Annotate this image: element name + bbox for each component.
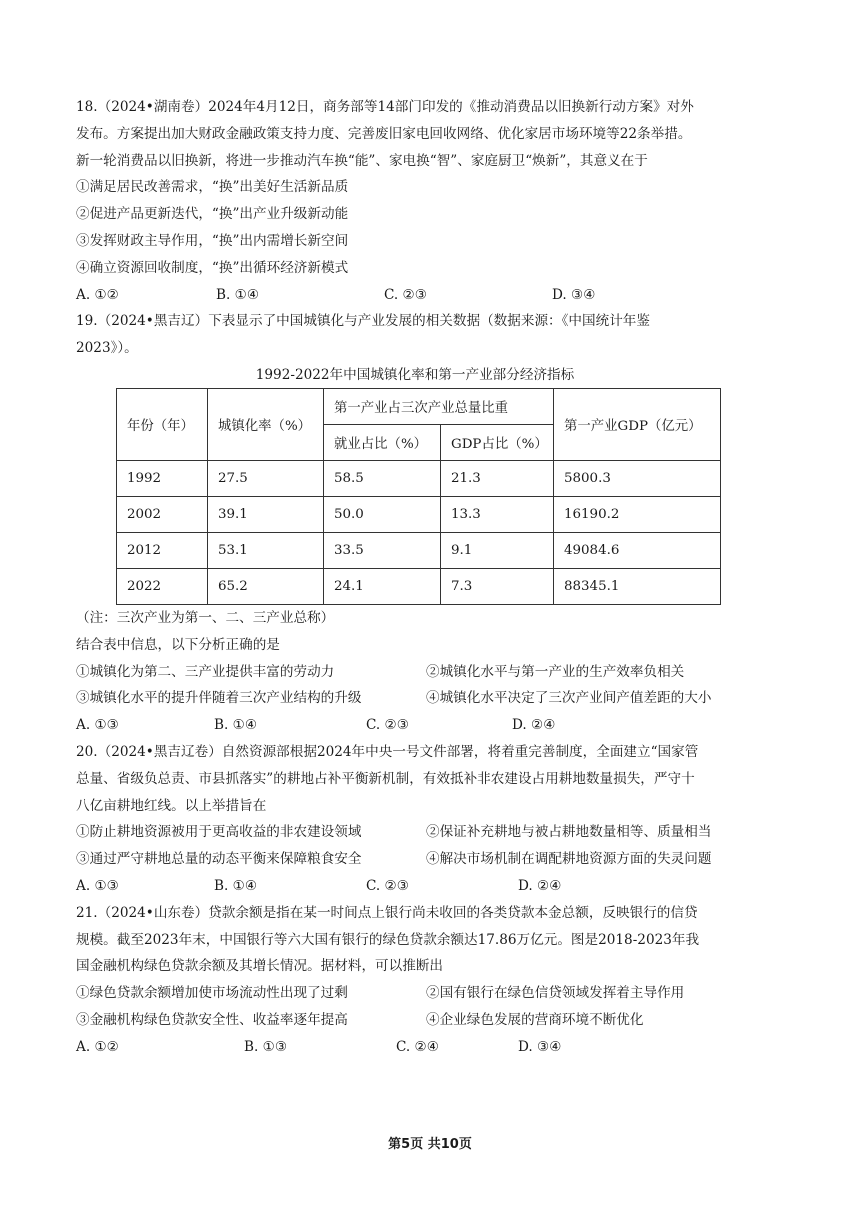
- header-group: 第一产业占三次产业总量比重: [324, 388, 554, 424]
- table-row: [117, 460, 721, 496]
- option-b: B. ①④: [214, 717, 258, 734]
- q20-choice: ①防止耕地资源被用于更高收益的非农建设领域: [76, 824, 362, 841]
- q18-choice: ④确立资源回收制度，“换”出循环经济新模式: [76, 259, 349, 276]
- q18-options: [76, 282, 786, 309]
- table-cell: 5800.3: [554, 460, 721, 496]
- option-a: A. ①②: [76, 286, 119, 303]
- option-c: C. ②③: [384, 286, 427, 303]
- table-cell: 7.3: [441, 568, 554, 604]
- table-cell: 2012: [117, 532, 208, 568]
- header-year: 年份（年）: [117, 388, 208, 460]
- table-cell: 53.1: [208, 532, 324, 568]
- table-cell: 24.1: [324, 568, 441, 604]
- q21-choice: ③金融机构绿色贷款安全性、收益率逐年提高: [76, 1011, 348, 1028]
- option-d: D. ②④: [518, 877, 562, 894]
- q21-line: 国金融机构绿色贷款余额及其增长情况。据材料，可以推断出: [76, 958, 444, 975]
- option-c: C. ②④: [396, 1038, 439, 1055]
- table-cell: 16190.2: [554, 496, 721, 532]
- q20-options: [76, 873, 786, 900]
- header-gdp: 第一产业GDP（亿元）: [554, 388, 721, 460]
- option-a: A. ①③: [76, 877, 119, 894]
- q21-choice: ④企业绿色发展的营商环境不断优化: [426, 1011, 644, 1028]
- table-cell: 50.0: [324, 496, 441, 532]
- q19-choice: ①城镇化为第二、三产业提供丰富的劳动力: [76, 663, 335, 680]
- table-caption: 1992-2022年中国城镇化率和第一产业部分经济指标: [255, 366, 575, 383]
- q19-choice: ②城镇化水平与第一产业的生产效率负相关: [426, 663, 685, 680]
- option-b: B. ①④: [214, 877, 258, 894]
- question-18: [76, 94, 786, 308]
- page-footer: 第5页 共10页: [388, 1137, 472, 1152]
- q18-choice: ②促进产品更新迭代，“换”出产业升级新动能: [76, 206, 349, 223]
- table-cell: 27.5: [208, 460, 324, 496]
- question-20: [76, 739, 786, 900]
- q20-line: 八亿亩耕地红线。以上举措旨在: [76, 797, 267, 814]
- q21-line: 规模。截至2023年末，中国银行等六大国有银行的绿色贷款余额达17.86万亿元。图是2018-2023年我: [76, 931, 700, 948]
- q20-choices-row: [76, 819, 786, 846]
- table-cell: 13.3: [441, 496, 554, 532]
- table-cell: 2022: [117, 568, 208, 604]
- header-urbanization: 城镇化率（%）: [208, 388, 324, 460]
- q19-line: 19.（2024•黑吉辽）下表显示了中国城镇化与产业发展的相关数据（数据来源：《中国统计年鉴: [76, 313, 650, 330]
- q18-line: 发布。方案提出加大财政金融政策支持力度、完善废旧家电回收网络、优化家居市场环境等22条举措。: [76, 125, 692, 142]
- table-row: [117, 532, 721, 568]
- table-cell: 2002: [117, 496, 208, 532]
- q21-line: 21.（2024•山东卷）贷款余额是指在某一时间点上银行尚未收回的各类贷款本金总额，反映银行的信贷: [76, 904, 698, 921]
- option-b: B. ①③: [244, 1038, 288, 1055]
- table-row: [117, 568, 721, 604]
- q21-choice: ②国有银行在绿色信贷领域发挥着主导作用: [426, 985, 685, 1002]
- table-cell: 49084.6: [554, 532, 721, 568]
- question-21: [76, 900, 786, 1061]
- q20-line: 20.（2024•黑吉辽卷）自然资源部根据2024年中央一号文件部署，将着重完善制度，全面建立“国家管: [76, 743, 699, 760]
- table-cell: 1992: [117, 460, 208, 496]
- q20-choice: ④解决市场机制在调配耕地资源方面的失灵问题: [426, 851, 712, 868]
- q21-choice: ①绿色贷款余额增加使市场流动性出现了过剩: [76, 985, 348, 1002]
- q18-choice: ①满足居民改善需求，“换”出美好生活新品质: [76, 179, 349, 196]
- table-row: [117, 496, 721, 532]
- q21-choices-row: [76, 1007, 786, 1034]
- q21-options: [76, 1034, 786, 1061]
- option-d: D. ③④: [552, 286, 596, 303]
- q19-line: 2023》）。: [76, 340, 138, 357]
- q20-choice: ③通过严守耕地总量的动态平衡来保障粮食安全: [76, 851, 362, 868]
- option-c: C. ②③: [366, 877, 409, 894]
- q19-choice: ④城镇化水平决定了三次产业间产值差距的大小: [426, 690, 712, 707]
- q19-choice: ③城镇化水平的提升伴随着三次产业结构的升级: [76, 690, 362, 707]
- q19-choices-row: [76, 685, 786, 712]
- header-employment: 就业占比（%）: [324, 424, 441, 460]
- table-cell: 33.5: [324, 532, 441, 568]
- page-content: [76, 94, 786, 1061]
- header-gdp-share: GDP占比（%）: [441, 424, 554, 460]
- q21-choices-row: [76, 980, 786, 1007]
- q19-prompt: 结合表中信息，以下分析正确的是: [76, 636, 280, 653]
- option-d: D. ③④: [518, 1038, 562, 1055]
- option-a: A. ①②: [76, 1038, 119, 1055]
- q19-options: [76, 712, 786, 739]
- q18-line: 18.（2024•湖南卷）2024年4月12日，商务部等14部门印发的《推动消费品以旧换新行动方案》对外: [76, 99, 694, 115]
- question-19: [76, 308, 786, 739]
- option-a: A. ①③: [76, 717, 119, 734]
- q20-choice: ②保证补充耕地与被占耕地数量相等、质量相当: [426, 824, 712, 841]
- table-cell: 9.1: [441, 532, 554, 568]
- q20-choices-row: [76, 846, 786, 873]
- q18-choice: ③发挥财政主导作用，“换”出内需增长新空间: [76, 232, 349, 249]
- option-c: C. ②③: [366, 717, 409, 734]
- table-cell: 65.2: [208, 568, 324, 604]
- q20-line: 总量、省级负总责、市县抓落实”的耕地占补平衡新机制，有效抵补非农建设占用耕地数量损失，严守十: [76, 770, 695, 787]
- table-cell: 21.3: [441, 460, 554, 496]
- table-cell: 39.1: [208, 496, 324, 532]
- option-d: D. ②④: [512, 717, 556, 734]
- option-b: B. ①④: [216, 286, 260, 303]
- q18-line: 新一轮消费品以旧换新，将进一步推动汽车换“能”、家电换“智”、家庭厨卫“焕新”，其意义在于: [76, 152, 648, 169]
- q19-choices-row: [76, 659, 786, 686]
- table-cell: 58.5: [324, 460, 441, 496]
- table-cell: 88345.1: [554, 568, 721, 604]
- data-table: [116, 388, 721, 605]
- table-note: （注：三次产业为第一、二、三产业总称）: [76, 609, 335, 626]
